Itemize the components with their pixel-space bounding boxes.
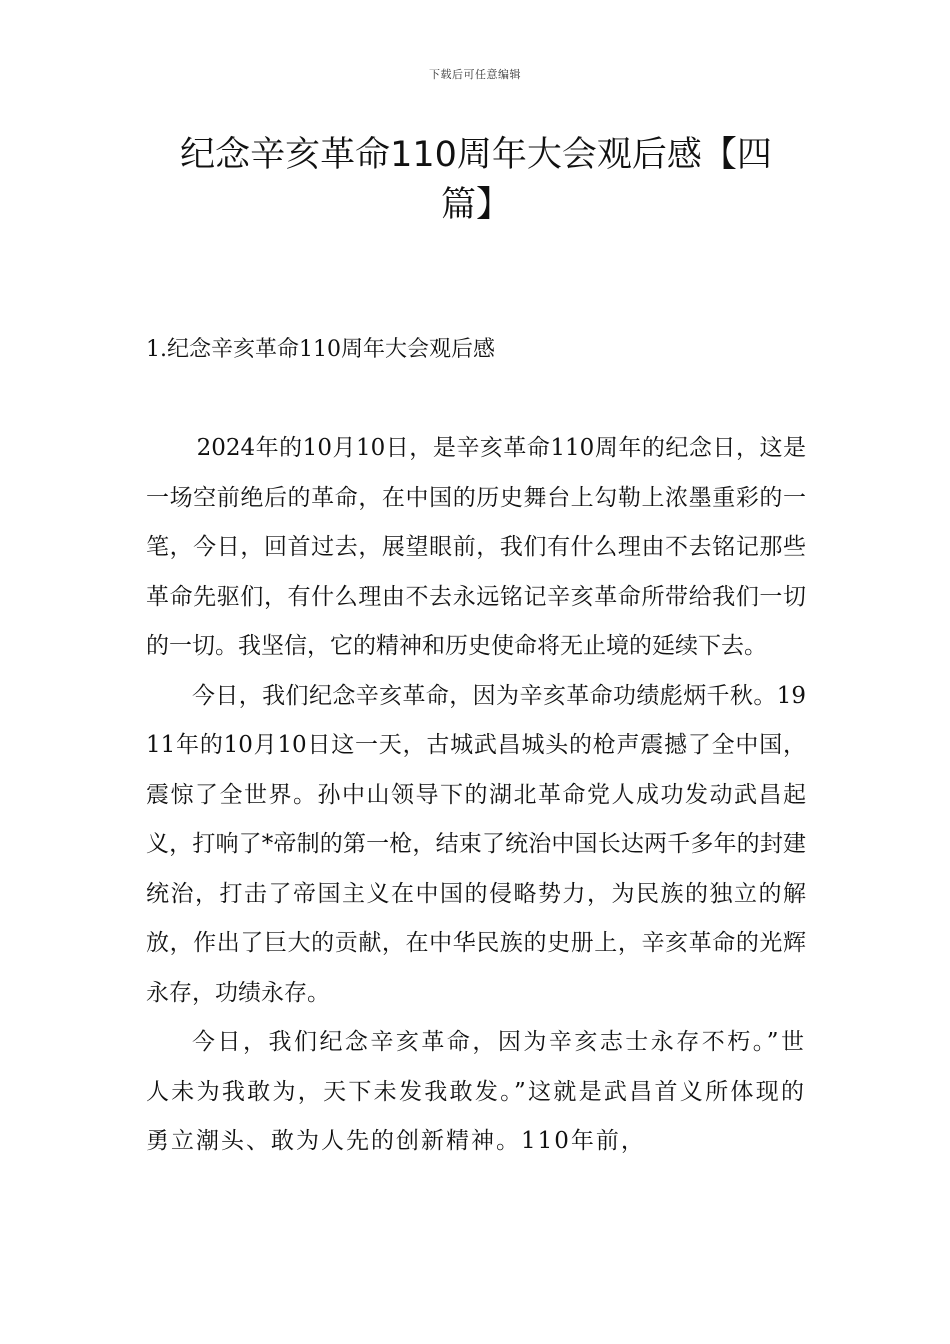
body-text <box>146 424 806 1167</box>
section-heading: 1.纪念辛亥革命110周年大会观后感 <box>146 337 495 362</box>
paragraph-3: 今日，我们纪念辛亥革命，因为辛亥志士永存不朽。”世人未为我敢为，天下未发我敢发。”这就是武昌首义所体现的勇立潮头、敢为人先的创新精神。110年前， <box>146 1029 806 1154</box>
paragraph-1: 2024年的10月10日，是辛亥革命110周年的纪念日，这是一场空前绝后的革命，在中国的历史舞台上勾勒上浓墨重彩的一笔，今日，回首过去，展望眼前，我们有什么理由不去铭记那些革命先驱们，有什么理由不去永远铭记辛亥革命所带给我们一切的一切。我坚信，它的精神和历史使命将无止境的延续下去。 <box>146 435 806 659</box>
header-note: 下载后可任意编辑 <box>429 68 521 81</box>
paragraph-2: 今日，我们纪念辛亥革命，因为辛亥革命功绩彪炳千秋。1911年的10月10日这一天，古城武昌城头的枪声震撼了全中国，震惊了全世界。孙中山领导下的湖北革命党人成功发动武昌起义，打响了*帝制的第一枪，结束了统治中国长达两千多年的封建统治，打击了帝国主义在中国的侵略势力，为民族的独立的解放，作出了巨大的贡献，在中华民族的史册上，辛亥革命的光辉永存，功绩永存。 <box>146 682 806 1006</box>
document-title: 纪念辛亥革命110周年大会观后感【四篇】 <box>180 135 772 225</box>
